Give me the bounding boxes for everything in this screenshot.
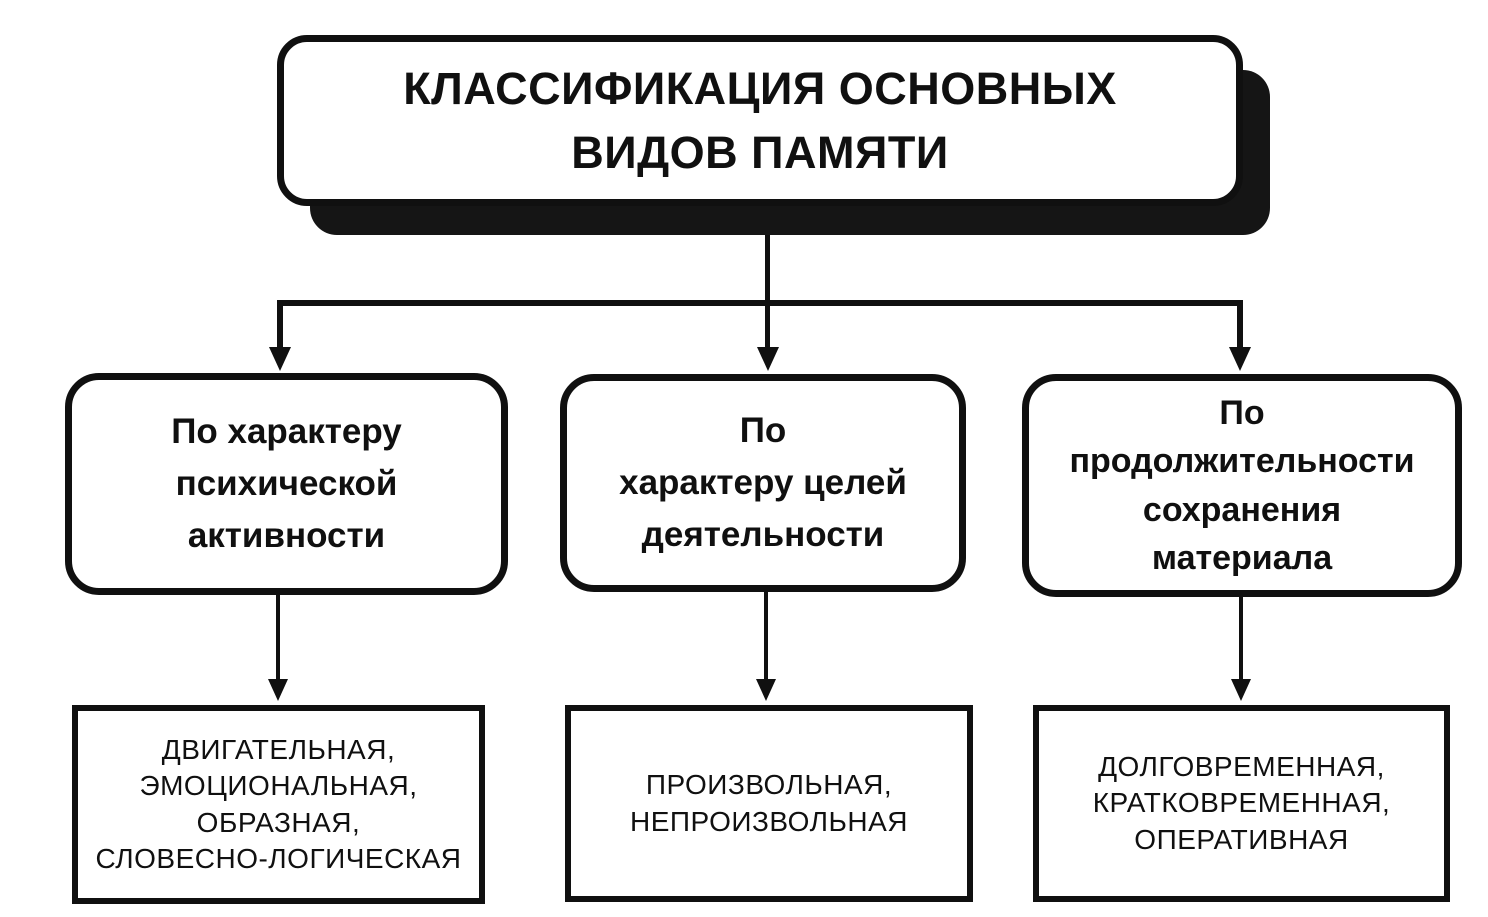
types-box-goal-character bbox=[565, 705, 973, 902]
diagram-title: КЛАССИФИКАЦИЯ ОСНОВНЫХ ВИДОВ ПАМЯТИ bbox=[403, 62, 1117, 178]
arrowhead-right-icon bbox=[1229, 347, 1251, 371]
criterion-box-goal-character bbox=[560, 374, 966, 592]
criterion-box-retention-duration bbox=[1022, 374, 1462, 597]
root-box bbox=[277, 35, 1243, 206]
types-box-retention-duration bbox=[1033, 705, 1450, 902]
arrowhead-center-leaf-icon bbox=[756, 679, 776, 701]
types-list: ПРОИЗВОЛЬНАЯ, НЕПРОИЗВОЛЬНАЯ bbox=[630, 769, 908, 837]
types-list: ДОЛГОВРЕМЕННАЯ, КРАТКОВРЕМЕННАЯ, ОПЕРАТИВНАЯ bbox=[1092, 750, 1391, 855]
connector-left-branch bbox=[276, 594, 280, 680]
criterion-label: По характеру целей деятельности bbox=[619, 411, 907, 554]
criterion-label: По характеру психической активности bbox=[171, 412, 402, 555]
arrowhead-left-icon bbox=[269, 347, 291, 371]
arrowhead-right-leaf-icon bbox=[1231, 679, 1251, 701]
connector-drop-right bbox=[1237, 300, 1243, 348]
connector-drop-left bbox=[277, 300, 283, 348]
types-list: ДВИГАТЕЛЬНАЯ, ЭМОЦИОНАЛЬНАЯ, ОБРАЗНАЯ, СЛОВЕСНО-ЛОГИЧЕСКАЯ bbox=[95, 733, 462, 874]
connector-right-branch bbox=[1239, 596, 1243, 680]
connector-trunk bbox=[765, 206, 770, 348]
arrowhead-center-icon bbox=[757, 347, 779, 371]
connector-crossbar bbox=[277, 300, 1243, 306]
connector-center-branch bbox=[764, 591, 768, 680]
criterion-box-psych-activity bbox=[65, 373, 508, 595]
arrowhead-left-leaf-icon bbox=[268, 679, 288, 701]
types-box-psych-activity bbox=[72, 705, 485, 904]
criterion-label: По продолжительности сохранения материала bbox=[1069, 393, 1415, 577]
